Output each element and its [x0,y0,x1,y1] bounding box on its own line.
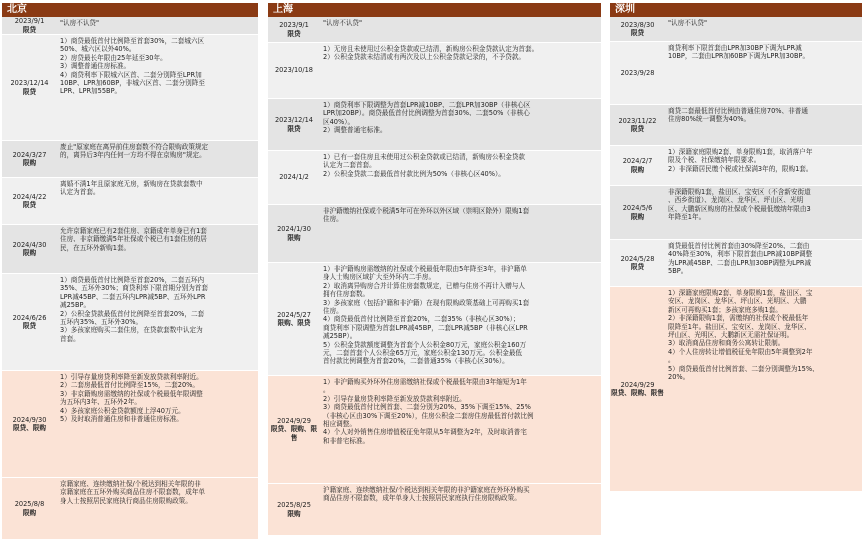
beijing-rows [2,17,258,540]
policy-text: 非深籍限购1套，盐田区、宝安区（不含新安街道 、西乡街道）、龙岗区、龙华区、坪山区、光明 区、大鹏新区购房的社保或个税最低缴纳年限由3 年降至1年。 [668,188,811,222]
policy-type: 限贷 [22,322,37,330]
policy-row [610,17,862,42]
policy-text: 非沪籍缴纳社保或个税满5年可在外环以外区域（崇明区除外）限购1套 住房。 [323,207,530,224]
policy-row [610,287,862,492]
policy-text: 废止"原家庭在离异前住房套数不符合限购政策规定 的，离异后3年内任何一方均不得在京购房"规定。 [60,143,209,160]
policy-date: 2023/9/1 [14,17,45,26]
policy-text: "认房不认贷" [323,19,363,27]
policy-date-cell [268,205,320,262]
policy-text: 1）商贷最低首付比例降至首套20%，二套五环内 35%、五环外30%；商贷利率下限首期分别为首套 LPR减45BP、二套五环内LPR减5BP、五环外LPR 减25BP。 2）公积金贷款最低首付比例降至首套20%，二套 五环内35%、五环外30%。 3）多孩家庭购买二套住房，在贷款套数中认定为 首套。 [60,276,208,343]
policy-date-cell [268,99,320,150]
policy-row [610,186,862,240]
policy-date: 2023/12/14 [10,79,49,88]
policy-type: 限购 [287,509,301,518]
policy-date-cell [268,376,320,483]
policy-row [268,376,601,484]
policy-date: 2023/9/1 [279,21,309,30]
shenzhen-column [610,3,862,492]
policy-date: 2024/2/7 [622,157,653,166]
policy-date: 2023/9/28 [620,68,655,77]
policy-row [610,240,862,287]
policy-text: "认房不认贷" [668,19,708,27]
policy-type: 限贷 [22,25,37,34]
policy-date-cell [268,263,320,375]
policy-type: 限贷 [630,263,645,271]
shenzhen-header: 深圳 [610,3,862,17]
policy-row [268,205,601,263]
policy-date: 2024/9/29 [620,380,655,389]
policy-type: 限贷、限购、限售 [270,425,318,442]
policy-row [268,151,601,205]
policy-text: 1）非沪籍购房需缴纳的社保或个税最低年限由5年降至3年，非沪籍单 身人士购房区域扩大至外环内二手房。 2）取消离异购房合并计算住房套数规定，已赠与住房不再计入赠与人 拥有住房套数。 3）多孩家庭（包括沪籍和非沪籍）在现有限购政策基础上可再购买1套 住房。 4）商贷最低首付比例降至首套20%，二套35%（非核心区30%）； 商贷利率下限调整为首套LPR减45BP，二套LPR减5BP（非核心区LPR 减25BP）。 5）公积金贷款额度调整为首套个人公积金80万元，家庭公积金160万 元，二套首套个人公积金65万元，家庭公积金130万元。公积金最低 首付款比例调整为首套20%，二套普通35%（非核心区30%）。 [323,265,530,366]
policy-type: 限贷、限购、限售 [611,389,664,397]
policy-date-cell [268,43,320,98]
policy-type: 限购 [22,508,37,517]
policy-date: 2024/4/22 [12,192,47,201]
policy-date-cell [268,151,320,204]
policy-type: 限贷 [287,29,301,38]
policy-date-cell [610,42,665,104]
policy-date: 2025/8/25 [277,501,311,510]
policy-date-cell [610,146,665,185]
policy-text: 允许京籍家庭已有2套住房、京籍成年单身已有1套 住房、非京籍缴满5年社保或个税已有1套住房的居 民，在五环外新购1套。 [60,227,207,252]
policy-date: 2024/5/28 [620,254,655,263]
policy-date-cell [2,225,57,273]
policy-text: 商贷利率下限首套由LPR加30BP下调为LPR减 10BP，二套由LPR加60BP下调为LPR加30BP。 [668,44,810,61]
policy-text: 1）商贷最低首付比例降至首套30%，二套城六区 50%、城六区以外40%。 2）房贷最长年限由25年延至30年。 3）调整普通住房标准。 4）商贷利率下限城六区首、二套分别降至LPR加 10BP、LPR加60BP，非城六区首、二套分别降至 LPR、LPR加55BP。 [60,37,205,96]
policy-row [2,17,258,35]
policy-date-cell [2,141,57,177]
policy-date-cell [2,178,57,224]
policy-date-cell [2,35,57,140]
policy-date-cell [268,17,320,42]
policy-text: 商贷最低首付比例首套由30%降至20%、二套由 40%降至30%，利率下限首套由LPR减10BP调整 为LPR减45BP、二套由LPR加30BP调整为LPR减 5BP。 [668,242,813,276]
policy-row [610,146,862,186]
policy-row [268,263,601,376]
policy-row [268,17,601,43]
shanghai-header: 上海 [268,3,601,17]
policy-date-cell [610,17,665,41]
shanghai-rows [268,17,601,536]
policy-text: 1）无房且未使用过公积金贷款或已结清，新购房公积金贷款认定为首套。 2）公积金贷款未结清或有两次及以上公积金贷款记录的，不予贷款。 [323,45,539,62]
policy-text: 1）深籍家庭限购2套、单身限购1套，取消落户年 限及个税、社保缴纳年限要求。 2）非深籍居民缴个税或社保满3年的，限购1套。 [668,148,813,173]
policy-date: 2024/9/30 [12,415,47,424]
policy-text: "认房不认贷" [60,19,100,27]
policy-date-cell [2,274,57,370]
policy-date-cell [2,478,57,539]
policy-row [2,371,258,478]
policy-date: 2024/9/29 [277,416,311,425]
policy-date-cell [610,105,665,145]
beijing-header: 北京 [2,3,258,17]
policy-row [2,178,258,225]
policy-date: 2024/6/26 [12,313,47,322]
policy-date-cell [2,371,57,477]
policy-type: 限贷、限购 [13,424,46,432]
policy-date: 2024/3/27 [12,150,47,159]
policy-type: 限购、限贷 [277,319,311,327]
beijing-column [2,3,258,540]
policy-text: 1）商贷利率下限调整为首套LPR减10BP、二套LPR加30BP（非核心区 LPR加20BP）。商贷最低首付比例调整为首套30%、二套50%（非核心 区40%）。 2）调整普通宅标准。 [323,101,531,135]
policy-row [610,42,862,105]
policy-date: 2023/11/22 [618,116,657,125]
policy-date: 2025/8/8 [14,500,45,509]
policy-type: 限购 [22,159,37,167]
policy-type: 限购 [22,249,37,257]
policy-date: 2024/1/30 [277,225,311,234]
policy-type: 限贷 [630,125,645,133]
policy-type: 限购 [287,233,301,242]
policy-date-cell [2,17,57,34]
policy-type: 限购 [630,212,645,221]
policy-date: 2024/1/2 [279,173,309,182]
policy-row [2,478,258,540]
policy-type: 限购 [630,165,645,174]
policy-row [2,35,258,141]
policy-row [2,225,258,274]
shanghai-column [268,3,601,536]
policy-date: 2023/10/18 [274,66,313,75]
policy-row [268,99,601,151]
policy-date: 2024/5/6 [622,204,653,213]
policy-row [2,274,258,371]
policy-row [2,141,258,178]
policy-row [610,105,862,146]
policy-type: 限贷 [22,201,37,209]
policy-text: 1）非沪籍购买外环外住房需缴纳社保或个税最低年限由3年缩短为1年 。 2）引导存量房贷利率降至新发放贷款利率附近。 3）商贷最低首付比例首套、二套分别为20%、35%下调至15%、25% （非核心区由30%下调至20%），住房公积金二套房住房最低首付款比例 相应调整。 4）个人对外销售住房增值税征免年限从5年调整为2年，及时取消普宅 和非普宅标准。 [323,378,534,445]
policy-row [268,484,601,536]
policy-type: 限贷 [22,87,37,96]
policy-date-cell [268,484,320,535]
policy-text: 1）已有一套住房且未使用过公积金贷款或已结清，新购房公积金贷款 认定为二套首套。 2）公积金贷款二套最低首付款比例为50%（非核心区40%）。 [323,153,526,178]
policy-text: 商贷二套最低首付比例由普通住房70%、非普通 住房80%统一调整为40%。 [668,107,808,124]
policy-text: 1）引导存量房贷利率降至新发放贷款利率附近。 2）二套房最低首付比例降至15%，二套20%。 3）非京籍购房需缴纳的社保或个税最低年限调整 为五环内3年、五环外2年。 4）多孩家庭公积金贷款额度上浮40万元。 5）及时取消普通住房和非普通住房标准。 [60,373,203,424]
policy-date-cell [610,186,665,239]
policy-type: 限贷 [630,29,645,37]
policy-text: 沪籍家庭、连续缴纳社保/个税达到相关年限的非沪籍家庭在外环外购买 商品住房不限套数，成年单身人士按照居民家庭执行住房限购政策。 [323,486,530,503]
policy-date: 2023/12/14 [274,116,313,125]
policy-date: 2023/8/30 [620,20,655,29]
policy-row [268,43,601,99]
policy-date: 2024/4/30 [12,240,47,249]
policy-date: 2024/5/27 [277,310,311,319]
shenzhen-rows [610,17,862,492]
policy-date-cell [610,287,665,491]
policy-type: 限贷 [287,124,301,133]
policy-text: 离婚不满1年且原家庭无房，新购房在贷款套数中 认定为首套。 [60,180,203,197]
policy-text: 1）深籍家庭限购2套、单身限购1套，盐田区、宝 安区、龙岗区、龙华区、坪山区、光明区、大鹏 新区可再购买1套；多孩家庭多购1套。 2）非深籍限购1套，需缴纳的社保或个税最低年 限降至1年。盐田区、宝安区、龙岗区、龙华区、 坪山区、光明区、大鹏新区无需社保证明。 3）取消商品住房和商务公寓转让限制。 4）个人住房转让增值税征免年限由5年调整到2年 。 5）商贷最低首付比例首套、二套分别调整为15%、 20%。 [668,289,819,382]
policy-text: 京籍家庭、连续缴纳社保/个税达到相关年限的非 京籍家庭在五环外购买商品住房不限套数，成年单 身人士按照居民家庭执行商品住房限购政策。 [60,480,206,505]
policy-date-cell [610,240,665,286]
